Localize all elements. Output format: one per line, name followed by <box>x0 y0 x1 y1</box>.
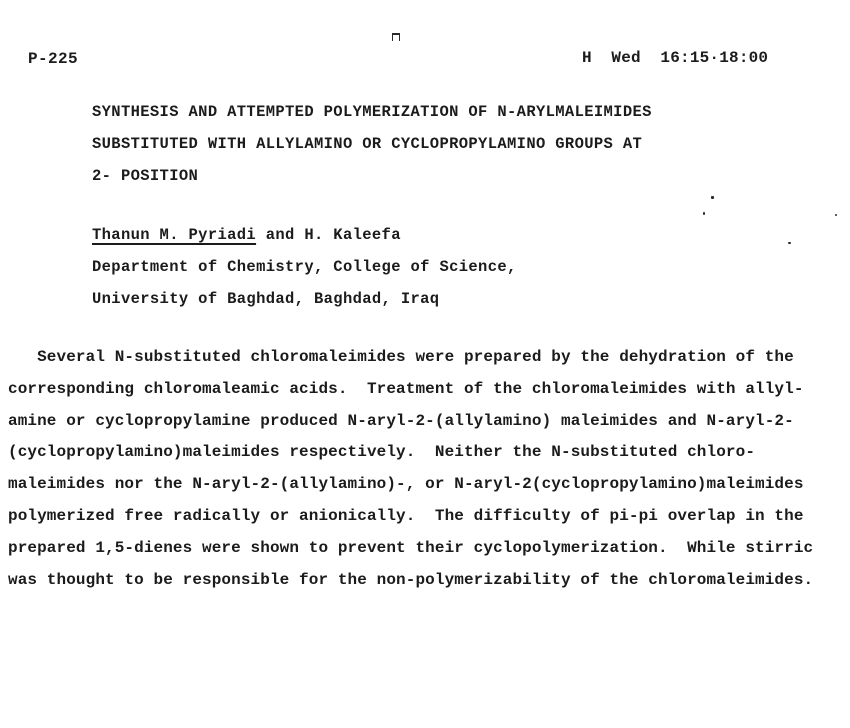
scan-speckle <box>711 196 714 199</box>
abstract-line: was thought to be responsible for the non-polymerizability of the chloromaleimides. <box>8 570 814 589</box>
presenting-author: Thanun M. Pyriadi <box>92 226 257 244</box>
abstract-line: amine or cyclopropylamine produced N-aryl-2-(allylamino) maleimides and N-aryl-2- <box>8 411 794 430</box>
abstract-line: (cyclopropylamino)maleimides respectively. Neither the N-substituted chloro- <box>8 443 756 462</box>
abstract-title <box>92 96 792 192</box>
abstract-body <box>8 342 844 596</box>
scan-speckle <box>835 214 837 216</box>
title-line-1: SYNTHESIS AND ATTEMPTED POLYMERIZATION OF N-ARYLMALEIMIDES <box>92 103 652 121</box>
paper-number: P-225 <box>28 50 79 68</box>
authors-block <box>92 219 792 315</box>
coauthors: and H. Kaleefa <box>256 226 401 244</box>
abstract-line: polymerized free radically or anionically. The difficulty of pi-pi overlap in the <box>8 506 804 525</box>
session-schedule: H Wed 16:15·18:00 <box>582 49 769 67</box>
scan-speckle <box>392 33 400 41</box>
affiliation-line-1: Department of Chemistry, College of Science, <box>92 258 517 276</box>
title-line-3: 2- POSITION <box>92 167 199 185</box>
scan-speckle <box>703 212 705 215</box>
abstract-line: Several N-substituted chloromaleimides were prepared by the dehydration of the <box>8 348 794 366</box>
affiliation-line-2: University of Baghdad, Baghdad, Iraq <box>92 290 440 308</box>
author-line <box>92 219 792 251</box>
title-line-2: SUBSTITUTED WITH ALLYLAMINO OR CYCLOPROPYLAMINO GROUPS AT <box>92 135 643 153</box>
abstract-line: prepared 1,5-dienes were shown to prevent their cyclopolymerization. While stirric <box>8 538 814 557</box>
abstract-line: corresponding chloromaleamic acids. Treatment of the chloromaleimides with allyl- <box>8 379 804 398</box>
abstract-line: maleimides nor the N-aryl-2-(allylamino)-, or N-aryl-2(cyclopropylamino)maleimides <box>8 475 804 494</box>
